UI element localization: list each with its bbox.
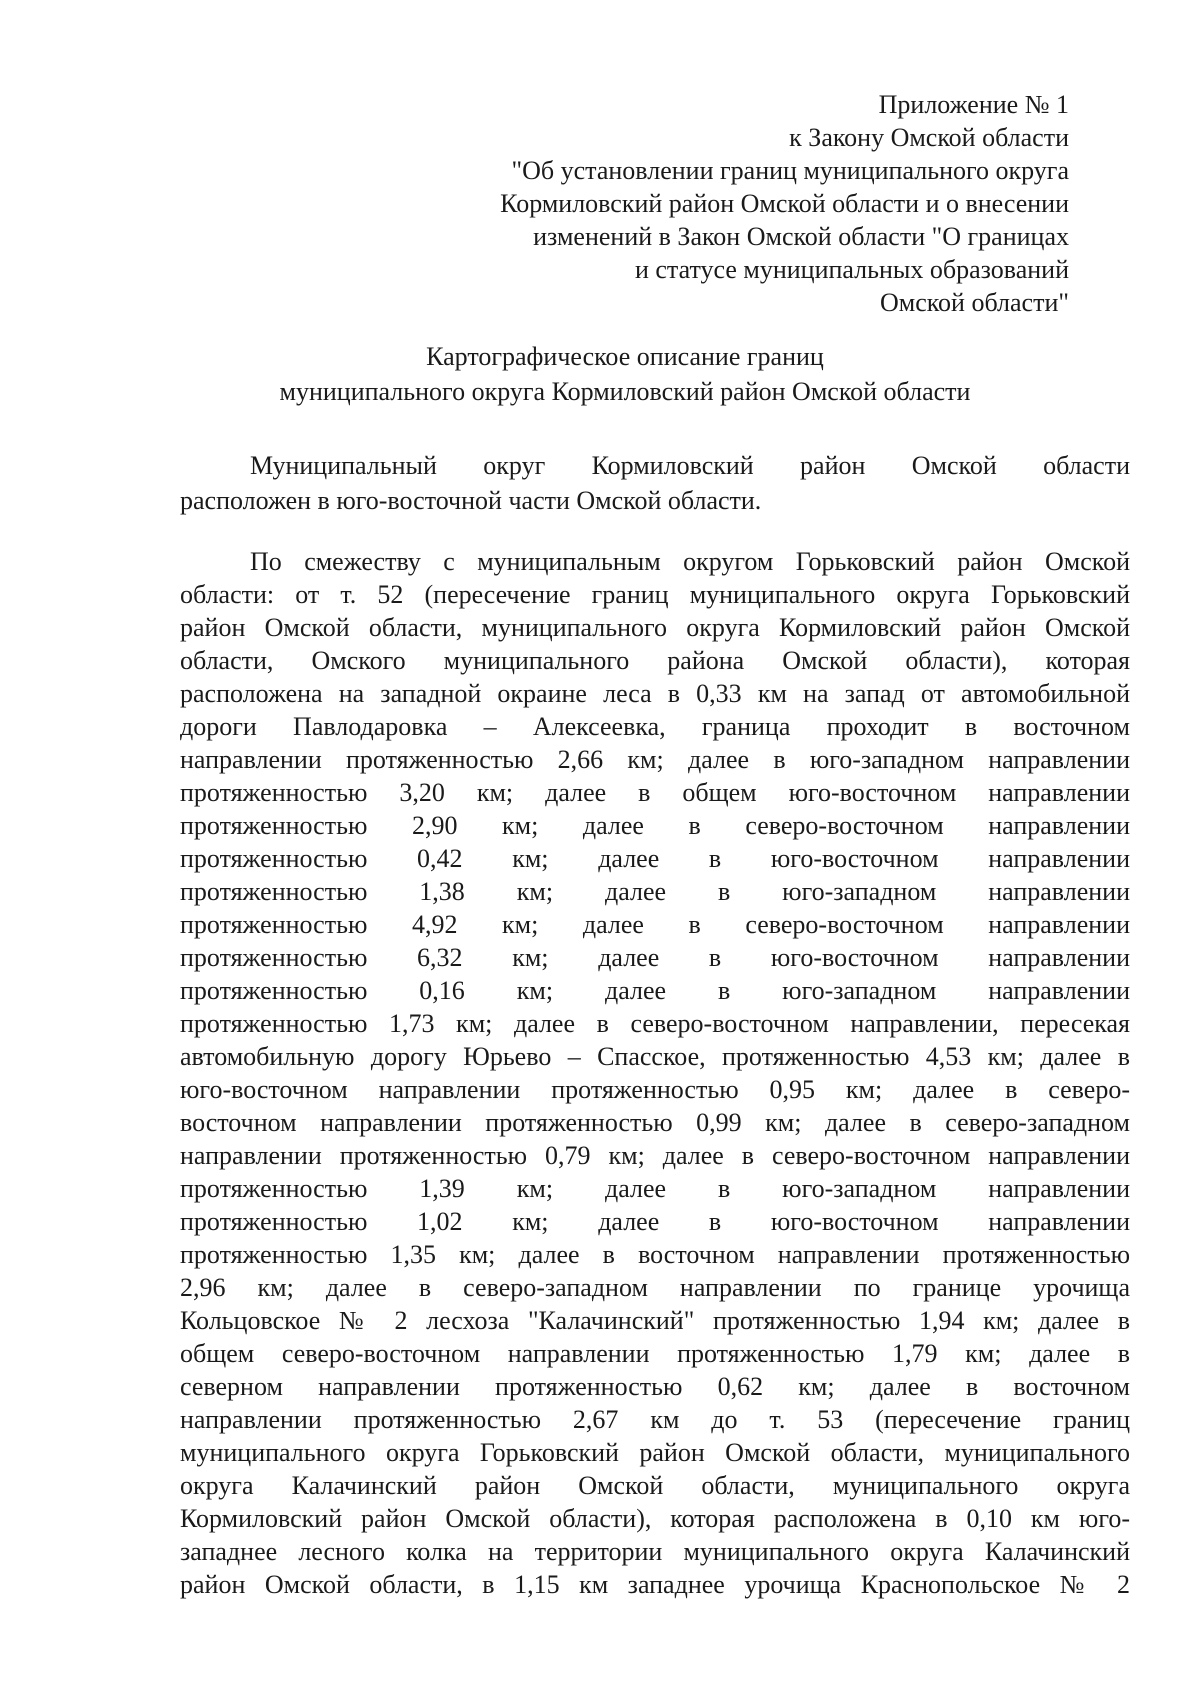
paragraph-line: район Омской области, в 1,15 км западнее урочища Краснопольское № 2: [180, 1570, 1130, 1599]
paragraph-line: протяженностью 3,20 км; далее в общем юго-восточном направлении: [180, 778, 1130, 807]
paragraph-line: протяженностью 6,32 км; далее в юго-восточном направлении: [180, 943, 1130, 972]
paragraph-line: юго-восточном направлении протяженностью 0,95 км; далее в северо-: [180, 1075, 1130, 1104]
paragraph-line: общем северо-восточном направлении протяженностью 1,79 км; далее в: [180, 1339, 1130, 1368]
paragraph-line: расположена на западной окраине леса в 0,33 км на запад от автомобильной: [180, 679, 1130, 708]
paragraph-boundary-description: [180, 545, 1130, 1601]
paragraph-location: [180, 448, 1130, 518]
appendix-header-line: Кормиловский район Омской области и о внесении: [500, 189, 1069, 218]
paragraph-line: 2,96 км; далее в северо-западном направлении по границе урочища: [180, 1273, 1130, 1302]
paragraph-line: направлении протяженностью 2,67 км до т. 53 (пересечение границ: [180, 1405, 1130, 1434]
appendix-header-line: "Об установлении границ муниципального округа: [511, 156, 1069, 185]
document-title: [180, 339, 1070, 409]
document-title-line: муниципального округа Кормиловский район Омской области: [279, 377, 971, 406]
paragraph-line: протяженностью 1,38 км; далее в юго-западном направлении: [180, 877, 1130, 906]
paragraph-line: протяженностью 1,73 км; далее в северо-восточном направлении, пересекая: [180, 1009, 1130, 1038]
paragraph-line: восточном направлении протяженностью 0,99 км; далее в северо-западном: [180, 1108, 1130, 1137]
paragraph-line: район Омской области, муниципального округа Кормиловский район Омской: [180, 613, 1130, 642]
paragraph-line: направлении протяженностью 0,79 км; далее в северо-восточном направлении: [180, 1141, 1130, 1170]
paragraph-line: протяженностью 4,92 км; далее в северо-восточном направлении: [180, 910, 1130, 939]
appendix-header: [429, 88, 1069, 319]
paragraph-line: области: от т. 52 (пересечение границ муниципального округа Горьковский: [180, 580, 1130, 609]
paragraph-line: области, Омского муниципального района Омской области), которая: [180, 646, 1130, 675]
appendix-header-line: изменений в Закон Омской области "О границах: [533, 222, 1069, 251]
paragraph-line: Кормиловский район Омской области), которая расположена в 0,10 км юго-: [180, 1504, 1130, 1533]
appendix-header-line: Омской области": [879, 288, 1069, 317]
paragraph-line: западнее лесного колка на территории муниципального округа Калачинский: [180, 1537, 1130, 1566]
paragraph-line: северном направлении протяженностью 0,62 км; далее в восточном: [180, 1372, 1130, 1401]
paragraph-line: округа Калачинский район Омской области, муниципального округа: [180, 1471, 1130, 1500]
paragraph-line: По смежеству с муниципальным округом Горьковский район Омской: [250, 547, 1130, 576]
paragraph-line: протяженностью 0,16 км; далее в юго-западном направлении: [180, 976, 1130, 1005]
paragraph-line: направлении протяженностью 2,66 км; далее в юго-западном направлении: [180, 745, 1130, 774]
appendix-header-line: Приложение № 1: [878, 90, 1069, 119]
paragraph-line: протяженностью 0,42 км; далее в юго-восточном направлении: [180, 844, 1130, 873]
paragraph-line: протяженностью 1,39 км; далее в юго-западном направлении: [180, 1174, 1130, 1203]
paragraph-line: протяженностью 1,02 км; далее в юго-восточном направлении: [180, 1207, 1130, 1236]
paragraph-line: Муниципальный округ Кормиловский район Омской области: [250, 451, 1130, 480]
appendix-header-line: к Закону Омской области: [789, 123, 1069, 152]
paragraph-line: автомобильную дорогу Юрьево – Спасское, протяженностью 4,53 км; далее в: [180, 1042, 1130, 1071]
paragraph-line: муниципального округа Горьковский район Омской области, муниципального: [180, 1438, 1130, 1467]
paragraph-line: протяженностью 1,35 км; далее в восточном направлении протяженностью: [180, 1240, 1130, 1269]
paragraph-line: расположен в юго-восточной части Омской области.: [180, 486, 762, 515]
appendix-header-line: и статусе муниципальных образований: [634, 255, 1069, 284]
paragraph-line: дороги Павлодаровка – Алексеевка, граница проходит в восточном: [180, 712, 1130, 741]
document-title-line: Картографическое описание границ: [426, 342, 824, 371]
paragraph-line: Кольцовское № 2 лесхоза "Калачинский" протяженностью 1,94 км; далее в: [180, 1306, 1130, 1335]
paragraph-line: протяженностью 2,90 км; далее в северо-восточном направлении: [180, 811, 1130, 840]
